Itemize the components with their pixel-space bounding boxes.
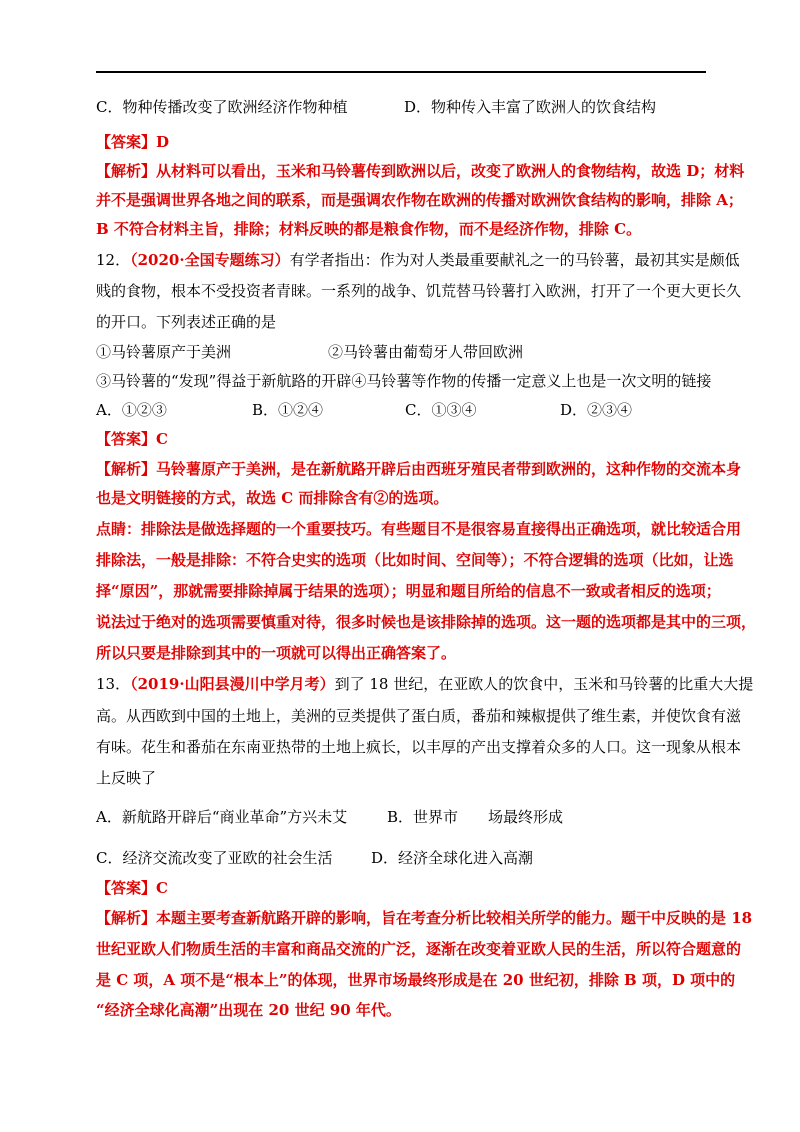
q12-stem-line: 的开口。下列表述正确的是 [96, 313, 277, 331]
q13-stem-line: 上反映了 [96, 769, 157, 787]
q13-analysis-line: 是 C 项，A 项不是“根本上”的体现，世界市场最终形成是在 20 世纪初，排除 B 项，D 项中的 [96, 971, 736, 989]
q11-option-c: C．物种传播改变了欧洲经济作物种植 [96, 98, 348, 116]
q13-stem-line: 高。从西欧到中国的土地上，美洲的豆类提供了蛋白质，番茄和辣椒提供了维生素，并使饮食有滋 [96, 707, 742, 725]
q13-stem-line-1 [96, 673, 753, 695]
q13-stem-text: 到了 18 世纪，在亚欧人的饮食中，玉米和马铃薯的比重大大提 [334, 675, 754, 693]
q12-option-d: D．②③④ [560, 401, 633, 419]
q13-option-a: A．新航路开辟后“商业革命”方兴未艾 [96, 808, 348, 826]
q11-analysis-line: 并不是强调世界各地之间的联系，而是强调农作物在欧洲的传播对欧洲饮食结构的影响，排除 A； [96, 191, 743, 209]
q12-tip-line: 说法过于绝对的选项需要慎重对待，很多时候也是该排除掉的选项。这一题的选项都是其中的三项， [96, 613, 757, 631]
q12-analysis-line: 也是文明链接的方式，故选 C 而排除含有②的选项。 [96, 489, 449, 507]
q11-answer: 【答案】D [96, 133, 170, 151]
q12-item-2: ②马铃薯由葡萄牙人带回欧洲 [328, 343, 524, 361]
q12-tip-line: 点睛：排除法是做选择题的一个重要技巧。有些题目不是很容易直接得出正确选项，就比较适合用 [96, 520, 742, 538]
q13-source: （2019·山阳县漫川中学月考） [130, 675, 335, 693]
q13-option-c: C．经济交流改变了亚欧的社会生活 [96, 849, 333, 867]
q13-analysis-line: 世纪亚欧人们物质生活的丰富和商品交流的广泛，逐渐在改变着亚欧人民的生活，所以符合题意的 [96, 940, 742, 958]
q12-stem-line: 贱的食物，根本不受投资者青睐。一系列的战争、饥荒替马铃薯打入欧洲，打开了一个更大更长久 [96, 282, 742, 300]
q12-analysis-line: 【解析】马铃薯原产于美洲，是在新航路开辟后由西班牙殖民者带到欧洲的，这种作物的交流本身 [96, 460, 742, 478]
q12-item-1: ①马铃薯原产于美洲 [96, 343, 232, 361]
q12-stem-line-1 [96, 249, 740, 271]
q12-number: 12． [96, 251, 131, 269]
q13-analysis-line: “经济全球化高潮”出现在 20 世纪 90 年代。 [96, 1001, 401, 1019]
q12-tip-line: 所以只要是排除到其中的一项就可以得出正确答案了。 [96, 644, 457, 662]
q12-tip-line: 择“原因”，那就需要排除掉属于结果的选项）；明显和题目所给的信息不一致或者相反的选项； [96, 582, 721, 600]
header-rule [96, 71, 706, 73]
q12-stem-text: 有学者指出：作为对人类最重要献礼之一的马铃薯，最初其实是颇低 [289, 251, 740, 269]
q11-analysis-line: 【解析】从材料可以看出，玉米和马铃薯传到欧洲以后，改变了欧洲人的食物结构，故选 D；材料 [96, 162, 745, 180]
q12-answer: 【答案】C [96, 430, 168, 448]
q13-option-b [387, 806, 563, 828]
q13-option-b-part: 场最终形成 [488, 808, 564, 826]
q13-analysis-line: 【解析】本题主要考查新航路开辟的影响，旨在考查分析比较相关所学的能力。题干中反映的是 18 [96, 909, 753, 927]
q12-option-b: B．①②④ [252, 401, 324, 419]
q11-analysis-line: B 不符合材料主旨，排除；材料反映的都是粮食作物，而不是经济作物，排除 C。 [96, 220, 642, 238]
q13-number: 13． [96, 675, 131, 693]
q12-item-3-4: ③马铃薯的“发现”得益于新航路的开辟④马铃薯等作物的传播一定意义上也是一次文明的链接 [96, 372, 712, 390]
q13-option-d: D．经济全球化进入高潮 [371, 849, 534, 867]
q12-option-c: C．①③④ [405, 401, 477, 419]
q13-answer: 【答案】C [96, 879, 168, 897]
q12-source: （2020·全国专题练习） [130, 251, 290, 269]
q13-stem-line: 有味。花生和番茄在东南亚热带的土地上疯长，以丰厚的产出支撑着众多的人口。这一现象从根本 [96, 738, 742, 756]
q11-option-d: D．物种传入丰富了欧洲人的饮食结构 [404, 98, 657, 116]
q12-option-a: A．①②③ [96, 401, 167, 419]
q12-tip-line: 排除法，一般是排除：不符合史实的选项（比如时间、空间等）；不符合逻辑的选项（比如，让选 [96, 551, 734, 569]
q13-option-b-part: B．世界市 [387, 808, 459, 826]
